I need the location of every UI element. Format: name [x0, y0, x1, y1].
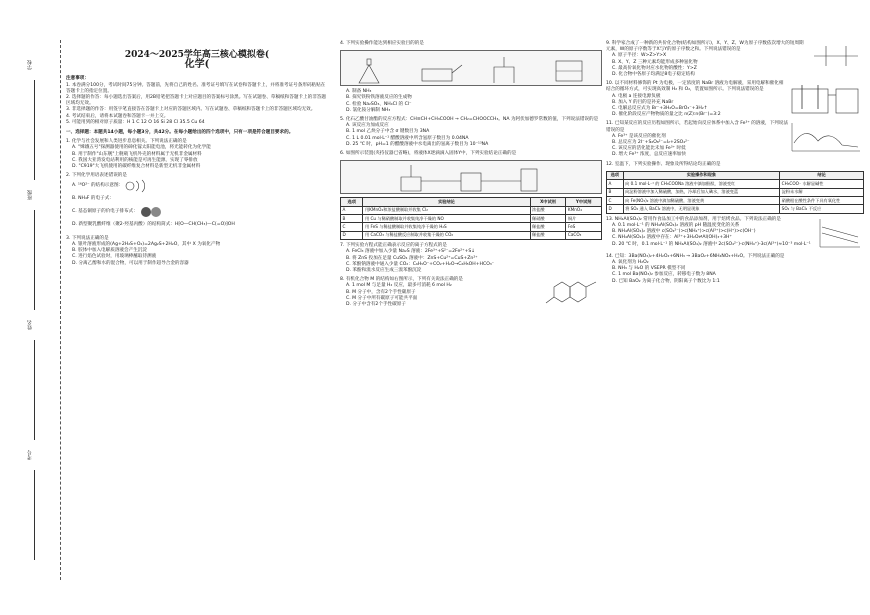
question-option: B. M 分子中，含有2个手性碳原子	[346, 289, 416, 295]
table-cell: 用KMnO₄和浓盐酸制取并收集 Cl₂	[363, 206, 530, 214]
binding-label-class: 班级	[27, 190, 33, 200]
ph-temperature-plot-icon	[814, 217, 864, 251]
question-option: D. 分子中含有2个手性碳原子	[346, 302, 406, 308]
binding-label-school: 学校	[27, 60, 33, 70]
question-10	[606, 81, 864, 118]
question-option: B. 1 mol 乙炔分子中含 σ 键数目为 3NA	[346, 129, 430, 135]
question-13-text	[606, 217, 814, 251]
notes-item: 1. 本卷满分100分，考试时间75分钟。答题前，先将自己的姓名、准考证号填写在试卷和答题卡上，并将准考证号条形码粘贴在答题卡上的指定位置。	[66, 82, 326, 94]
table-header: 实验操作和现象	[623, 171, 780, 179]
column-1	[66, 38, 328, 598]
option-grid	[340, 89, 602, 114]
question-option: D. 新型聚乳酸纤维（聚2-羟基丙酸）的结构简式：H⁅O—CH(CH₃)—C(=O)⁆OH	[72, 221, 235, 227]
question-7	[340, 243, 602, 274]
question-option: C. 进行焰色试验时，用玻璃棒蘸取待测液	[72, 254, 157, 260]
table-row	[607, 205, 864, 213]
table-cell: 向 0.1 mol·L⁻¹ 的 CH₃COONa 溶液中滴加酚酞，溶液变红	[623, 180, 780, 188]
question-option: B. 将 ZnS 投加在足量 CuSO₄ 溶液中：ZnS+Cu²⁺=CuS+Zn²⁺	[346, 255, 478, 261]
column-3	[606, 38, 864, 598]
question-10-layout	[606, 81, 864, 118]
table-cell: 稀盐酸	[530, 223, 566, 231]
question-stem: 7. 下列实验方程式能正确表示反应的离子方程式的是	[340, 243, 447, 249]
table-cell: 稀盐酸	[530, 231, 566, 239]
question-8	[340, 277, 602, 311]
question-option: D. 分离乙醇和水的混合物，可以用于制作超导合金的容器	[72, 260, 189, 266]
table-row	[607, 188, 864, 196]
question-option: C. 1 L 0.01 mol·L⁻¹ 醋酸溶液中所含氢原子数目为 0.04NA	[346, 135, 469, 141]
question-option: A. 氧化剂为 H₂O₂	[612, 260, 649, 266]
question-option: C. 检验 Na₂SO₃、NH₄Cl 的 Cl⁻	[346, 101, 412, 107]
atom-structure-diagram	[123, 179, 153, 193]
table-cell: B	[341, 215, 363, 223]
binding-line	[34, 80, 35, 180]
question-option: A. 电极 a 连接电源负极	[612, 93, 661, 99]
question-option: B. NH₃ 与 H₂O 的 VSEPR 模型不同	[612, 266, 686, 272]
question-option: B. NH₄F 的电子式：	[72, 196, 114, 202]
table-cell: A	[607, 180, 624, 188]
question-option: C. 1 mol Ba(NO₃)₂ 参加反应，转移电子数为 8NA	[612, 272, 716, 278]
question-13-layout	[606, 217, 864, 251]
exam-title: 2024～2025学年高三核心模拟卷(	[124, 50, 270, 60]
question-option: C. 该反应的活化能比未加 Fe³⁺ 时低	[612, 146, 686, 152]
question-option: D. 20 ℃ 时，0.1 mol·L⁻¹ 的 NH₄Al(SO₄)₂ 溶液中 2c(SO₄²⁻)-c(NH₄⁺)-3c(Al³⁺)≈10⁻³ mol·L⁻¹	[612, 241, 811, 247]
question-option: A. 制备 NH₃	[346, 89, 372, 95]
table-cell: 用 FeS 与稀盐酸制取并收集纯净干燥的 H₂S	[363, 223, 530, 231]
question-option: C. 基态铜原子的价电子排布式：	[72, 208, 138, 214]
table-cell: 铜片	[566, 215, 602, 223]
notes-item: 4. 考试结束后，请将本试题卷和答题卡一并上交。	[66, 113, 169, 119]
question-10-text	[606, 81, 788, 118]
question-option: B. 总反应为 2I⁻+S₂O₈²⁻=I₂+2SO₄²⁻	[612, 140, 690, 146]
gas-generation-apparatus-icon	[381, 163, 561, 193]
table-cell: 硝酸根在酸性条件下具有氧化性	[780, 197, 864, 205]
question-stem: 3. 下列说法正确的是	[66, 235, 109, 241]
question-9-text	[606, 41, 808, 78]
question-stem: 1. 化学与社会发展和人类进步息息相关。下列说法正确的是	[66, 139, 187, 145]
table-cell: 将 SO₂ 通入 BaCl₂ 溶液中，无明显现象	[623, 205, 780, 213]
experiment-table	[606, 171, 864, 214]
compound-structure-icon	[808, 41, 864, 71]
question-stem: 4. 下列实验操作能达到相应实验目的的是	[340, 41, 424, 46]
question-option: D. 催化阶段反应产物物质的量之比 n(Z):n(Br⁻)=3:2	[612, 112, 721, 118]
table-cell: CaCO₃	[566, 231, 602, 239]
question-option: A. 银叶溶液形成的(Ag+2H₂S+O₂)=2Ag₂S+2H₂O，其中 X 为氧化产物	[72, 242, 221, 248]
table-cell: 稀硝酸	[530, 215, 566, 223]
gas-apparatus-figure	[340, 160, 602, 194]
table-header: X中试剂	[530, 198, 566, 206]
question-stem: 9. 科学家合成了一种新的共价化合物(结构如图所示)，X、Y、Z、W为原子序数依次增大的短周期元素，W的原子序数等于X与Y的原子序数之和。下列说法错误的是	[606, 41, 804, 53]
notes-item: 5. 可能用到的相对原子质量：H 1 C 12 O 16 Si 28 Cl 35.5 Cu 64	[66, 119, 205, 125]
question-option: A. FeCl₃ 溶液中加入少量 Na₂S 溶液：2Fe³⁺+S²⁻=2Fe²⁺+S↓	[346, 249, 476, 255]
column-2	[340, 38, 602, 598]
binding-line	[34, 340, 35, 440]
table-cell: D	[607, 205, 624, 213]
table-row	[341, 206, 602, 214]
question-option: A. ¹⁶O²⁻ 的结构示意图：	[72, 183, 124, 189]
orbital-model-diagram	[138, 206, 166, 218]
table-header: 选项	[341, 198, 363, 206]
question-stem: 5. 化石乙酸甘油酯的反应方程式：CH≡CH+CH₃COOH → CH₂=CHOOCCH₃。NA 为阿伏加德罗常数的值，下列说法错误的是	[340, 117, 599, 123]
question-13	[606, 217, 864, 251]
table-cell: 向淀粉溶液中加入稀硫酸，加热，冷却后加入碘水，溶液变蓝	[623, 188, 780, 196]
section-heading: 一、选择题：本题共14小题，每小题3分，共42分。在每小题给出的四个选项中，只有一项是符合题目要求的。	[66, 130, 294, 136]
table-cell: 浓盐酸	[530, 206, 566, 214]
question-option: B. 探究铁粉铁溶液反应的生成物	[346, 95, 412, 101]
binding-margin	[8, 40, 61, 580]
question-option: C. 苯酚钠溶液中通入少量 CO₂：C₆H₅O⁻+CO₂+H₂O→C₆H₅OH+HCO₃⁻	[346, 261, 495, 267]
question-option: A. Fe³⁺ 是该反应的催化剂	[612, 133, 666, 139]
question-option: C. 我国大亚湾发电站利用的核能是可再生能源，实现了零排放	[72, 157, 198, 163]
question-option: D. 苯酚和溴水反应生成三溴苯酚沉淀	[346, 268, 422, 273]
table-cell: FeS	[566, 223, 602, 231]
question-option: A. "嫦娥五号"探测器使用的砷化镓太阳能电池，将光能转化为化学能	[72, 145, 211, 151]
table-cell: B	[607, 188, 624, 196]
notes-item: 3. 非选择题的作答：用签字笔直接答在答题卡上对应的答题区域内。写在试题卷、草稿纸和答题卡上的非答题区域均无效。	[66, 107, 316, 113]
binding-line	[34, 210, 35, 310]
binding-line	[34, 470, 35, 560]
question-option: A. 0.1 mol·L⁻¹ 的 NH₄Al(SO₄)₂ 溶液的 pH 随温度变化的关系	[612, 223, 740, 229]
table-row	[341, 231, 602, 239]
binding-label-name: 姓名	[27, 320, 33, 330]
question-option: D. 已知 BaO₂ 为离子化合物，阴阳离子个数比为 1:1	[612, 278, 720, 284]
question-option: D. 增大 Fe³⁺ 浓度，总反应速率加快	[612, 152, 686, 158]
notes-heading: 注意事项：	[66, 76, 89, 82]
question-option: A. 1 mol M 与足量 H₂ 反应，最多可消耗 6 mol H₂	[346, 283, 452, 289]
question-option: A. 原子半径：W>Z>Y>X	[612, 53, 667, 59]
table-row	[341, 223, 602, 231]
question-option: B. 用于制作"山东舰"上舰载飞机外壳的材料属于无机非金属材料	[72, 151, 202, 157]
table-cell: CH₃COO⁻ 水解显碱性	[780, 180, 864, 188]
question-stem: 11. 已知某反应的反应历程如图所示，若起始向反应体系中加入含 Fe³⁺ 的溶液，下列说法错误的是	[606, 121, 788, 133]
table-row	[607, 197, 864, 205]
question-option: B. NH₄Al(SO₄)₂ 溶液中 c(SO₄²⁻)>c(NH₄⁺)>c(Al³⁺)>c(H⁺)>c(OH⁻)	[612, 229, 756, 235]
question-11-layout	[606, 121, 864, 158]
question-stem: 10. 以不同材料修饰的 Pt 为电极，一定浓度的 NaBr 溶液为电解液，采用电解和催化相结合的循环方式，可实现高效制 H₂ 和 O₂，装置如图所示。下列说法错误的是	[606, 81, 784, 93]
table-cell: 向 Fe(NO₃)₂ 溶液中滴加稀硫酸，溶液变黄	[623, 197, 780, 205]
question-option: C. M 分子中所有碳原子可能共平面	[346, 295, 418, 301]
table-cell: A	[341, 206, 363, 214]
table-cell: KMnO₄	[566, 206, 602, 214]
question-8-layout	[340, 277, 602, 311]
table-cell: C	[607, 197, 624, 205]
question-stem: 12. 室温下，下列实验操作、现象及所得结论均正确的是	[606, 161, 721, 167]
molecule-structure-icon	[542, 277, 602, 311]
question-option: C. 最高价氧化物对应水化物的酸性：Y>Z	[612, 65, 697, 71]
question-1	[66, 139, 328, 170]
experiment-table	[340, 197, 602, 240]
question-11	[606, 121, 864, 158]
apparatus-figure	[340, 50, 602, 86]
apparatus-d-icon	[544, 55, 594, 85]
question-2	[66, 173, 328, 228]
question-9-layout	[606, 41, 864, 78]
table-header: Y中试剂	[566, 198, 602, 206]
table-row	[607, 180, 864, 188]
table-cell: SO₂ 与 BaCl₂ 不反应	[780, 205, 864, 213]
question-option: D. "C919"大飞机使用的碳纤维复合材料是新型无机非金属材料	[72, 164, 201, 170]
question-option: D. 化合物中各原子均满足8电子稳定结构	[612, 72, 695, 78]
question-11-text	[606, 121, 788, 158]
table-header: 实验结论	[363, 198, 530, 206]
table-header: 结论	[780, 171, 864, 179]
question-option: C. 电解总反应式为 Br⁻+3H₂O=BrO₃⁻+3H₂↑	[612, 106, 708, 112]
table-cell: 淀粉未水解	[780, 188, 864, 196]
question-stem: 2. 下列化学用语表述错误的是	[66, 173, 127, 179]
table-header: 选项	[607, 171, 624, 179]
question-option: D. 氯化铵分解制 NH₃	[346, 107, 391, 113]
question-option: D. 25 ℃ 时，pH=1 的醋酸溶液中水电离出的氢离子数目为 10⁻¹³NA	[346, 141, 489, 147]
question-stem: 6. 如图所示装置(夹持仪器已省略)，将液体X逐滴滴入固体Y中，下列实验结论正确的是	[340, 151, 517, 157]
question-9	[606, 41, 864, 78]
table-cell: 用 CaCO₃ 与稀盐酸反应制取并收集干燥的 CO₂	[363, 231, 530, 239]
apparatus-b-icon	[414, 55, 464, 85]
question-12	[606, 162, 864, 214]
table-cell: C	[341, 223, 363, 231]
option-row	[66, 179, 328, 193]
question-option: C. NH₄Al(SO₄)₂ 溶液中存在：Al³⁺+3H₂O⇌Al(OH)₃+3H⁺	[612, 235, 732, 241]
option-row	[66, 206, 328, 218]
apparatus-c-icon	[479, 55, 529, 85]
question-3	[66, 236, 328, 267]
apparatus-a-icon	[349, 55, 399, 85]
question-option: B. X、Y、Z 三种元素均能形成多种氢化物	[612, 59, 698, 65]
question-8-text	[340, 277, 542, 311]
electrolysis-cell-icon	[788, 81, 864, 117]
question-14	[606, 254, 864, 285]
table-row	[341, 215, 602, 223]
table-cell: D	[341, 231, 363, 239]
question-option: A. 该反应为加成反应	[346, 123, 389, 129]
notes-item: 2. 选择题的作答：每小题选出答案后，用2B铅笔把答题卡上对应题目的答案标号涂黑。写在试题卷、草稿纸和答题卡上的非答题区域均无效。	[66, 95, 326, 107]
binding-label-id: 考号	[27, 450, 33, 460]
question-6	[340, 151, 602, 240]
question-option: B. 加入 Y 的目的是补充 NaBr	[612, 99, 674, 105]
exam-subject: 化学(	[184, 59, 210, 71]
question-stem: 14. 已知：3Ba(NO₃)₂+4H₂O₂+6NH₃ → 3BaO₂+6NH₄NO₃+H₂O。下列说法正确的是	[606, 253, 785, 259]
question-stem: 8. 有机化合物 M 的结构如右图所示，下列有关说法正确的是	[340, 277, 463, 283]
question-5	[340, 117, 602, 148]
question-4	[340, 41, 602, 114]
energy-profile-icon	[788, 121, 864, 155]
table-cell: 用 Cu 与稀硝酸制取并收集纯净干燥的 NO	[363, 215, 530, 223]
question-option: B. 胶体中加入电解质溶液会产生沉淀	[72, 248, 147, 254]
question-stem: 13. NH₄Al(SO₄)₂ 常用作食品加工中的食品添加剂，用于焙烤食品。下列说法正确的是	[606, 216, 781, 222]
